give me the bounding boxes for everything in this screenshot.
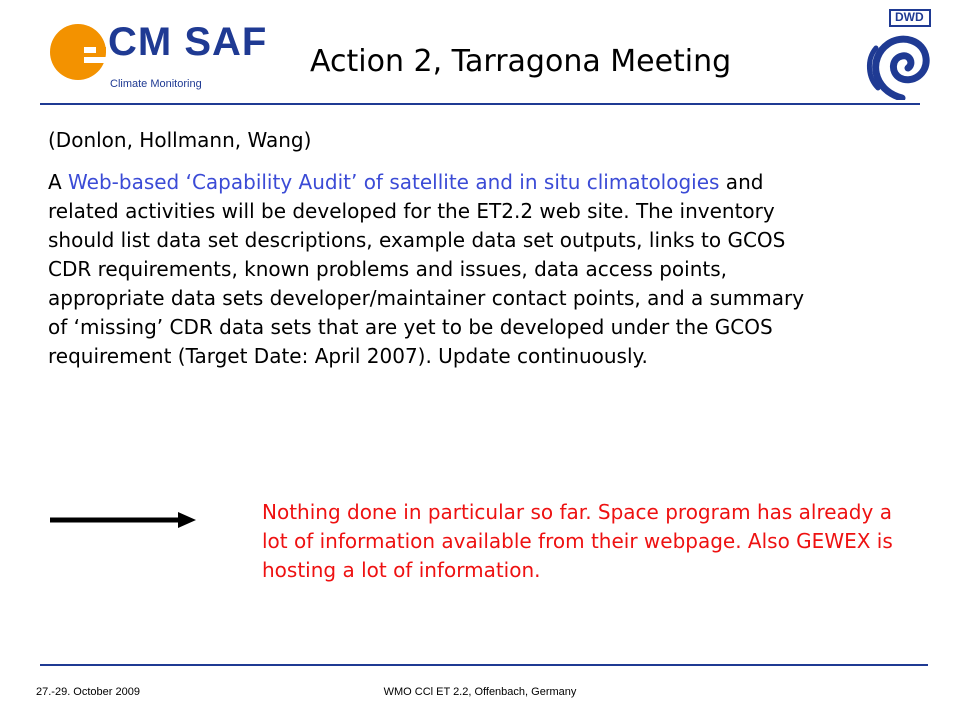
page-title: Action 2, Tarragona Meeting	[310, 44, 732, 79]
paragraph-lead: A	[48, 170, 69, 194]
footer-date: 27.-29. October 2009	[36, 686, 140, 698]
logo-subtitle: Climate Monitoring	[110, 78, 202, 90]
status-note: Nothing done in particular so far. Space program has already a lot of information available from their webpage. Also GEWEX is hosting a lot of information.	[262, 500, 893, 582]
footer-meeting: WMO CCl ET 2.2, Offenbach, Germany	[383, 686, 577, 698]
header-divider	[40, 103, 920, 105]
paragraph-rest: and related activities will be developed for the ET2.2 web site. The inventory should list data set descriptions, example data set outputs, links to GCOS CDR requirements, known problems and issues, data access points, appropriate data sets developer/maintainer contact points, and a summary of ‘missing’ CDR data sets that are yet to be developed under the GCOS requirement (Target Date: April 2007). Update continuously.	[48, 170, 805, 368]
logo-wordmark: CM SAF	[108, 20, 268, 64]
right-arrow-icon	[48, 508, 198, 532]
action-description	[48, 168, 828, 371]
dwd-logo-text: DWD	[895, 10, 924, 24]
highlighted-text: Web-based ‘Capability Audit’ of satellite and in situ climatologies	[68, 170, 720, 194]
authors-line: (Donlon, Hollmann, Wang)	[48, 128, 312, 152]
footer-divider	[40, 664, 928, 666]
